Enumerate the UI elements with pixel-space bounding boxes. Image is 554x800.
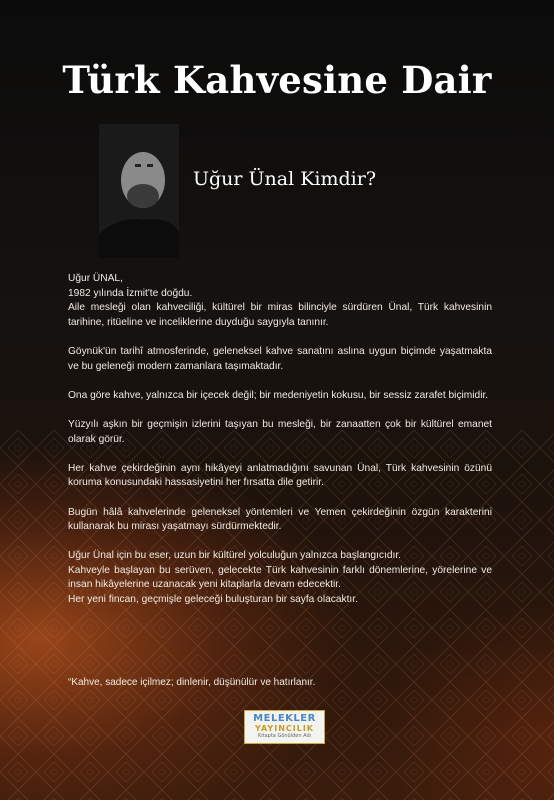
bio-paragraph: Bugün hâlâ kahvelerinde geleneksel yöntemleri ve Yemen çekirdeğinin özgün karakterini kullanarak bu mirası yaşatmayı sürdürmektedir. xyxy=(68,506,492,533)
publisher-tagline: Kitapta Gönülden Adı xyxy=(257,733,312,739)
closing-paragraph xyxy=(68,549,492,607)
publisher-subname: YAYINCILIK xyxy=(254,724,315,733)
intro-line: Uğur ÜNAL, xyxy=(68,273,123,284)
intro-paragraph xyxy=(68,272,492,330)
publisher-name: MELEKLER xyxy=(253,713,316,724)
intro-line: Aile mesleği olan kahveciliği, kültürel bir miras bilinciyle sürdüren Ünal, Türk kahvesinin tarihine, ritüeline ve inceliklerine duyduğu saygıyla tanınır. xyxy=(68,302,492,328)
author-portrait xyxy=(99,124,179,258)
bio-paragraph: Her kahve çekirdeğinin aynı hikâyeyi anlatmadığını savunan Ünal, Türk kahvesinin özünü koruma konusundaki hassasiyetini her fırsatta dile getirir. xyxy=(68,462,492,489)
closing-quote: “Kahve, sadece içilmez; dinlenir, düşünülür ve hatırlanır. xyxy=(68,677,316,688)
bio-paragraph: Yüzyılı aşkın bir geçmişin izlerini taşıyan bu mesleği, bir zanaatten çok bir kültürel emanet olarak görür. xyxy=(68,418,492,445)
publisher-logo xyxy=(244,710,325,744)
closing-line: Kahveyle başlayan bu serüven, gelecekte Türk kahvesinin farklı dönemlerine, yörelerine ve insan hikâyelerine uzanacak yeni kitaplarla devam edecektir. xyxy=(68,564,492,591)
page-title: Türk Kahvesine Dair xyxy=(62,58,492,102)
closing-line: Her yeni fincan, geçmişle geleceği buluşturan bir sayfa olacaktır. xyxy=(68,594,358,606)
closing-line: Uğur Ünal için bu eser, uzun bir kültürel yolculuğun yalnızca başlangıcıdır. xyxy=(68,550,401,562)
bio-paragraph: Göynük'ün tarihî atmosferinde, geleneksel kahve sanatını aslına uygun biçimde yaşatmakta ve bu geleneği modern zamanlara taşımaktadır. xyxy=(68,345,492,372)
intro-line: 1982 yılında İzmit'te doğdu. xyxy=(68,287,193,299)
section-subtitle: Uğur Ünal Kimdir? xyxy=(193,168,377,190)
author-biography xyxy=(68,272,492,622)
bio-paragraph: Ona göre kahve, yalnızca bir içecek değil; bir medeniyetin kokusu, bir sessiz zarafet biçimidir. xyxy=(68,389,489,401)
